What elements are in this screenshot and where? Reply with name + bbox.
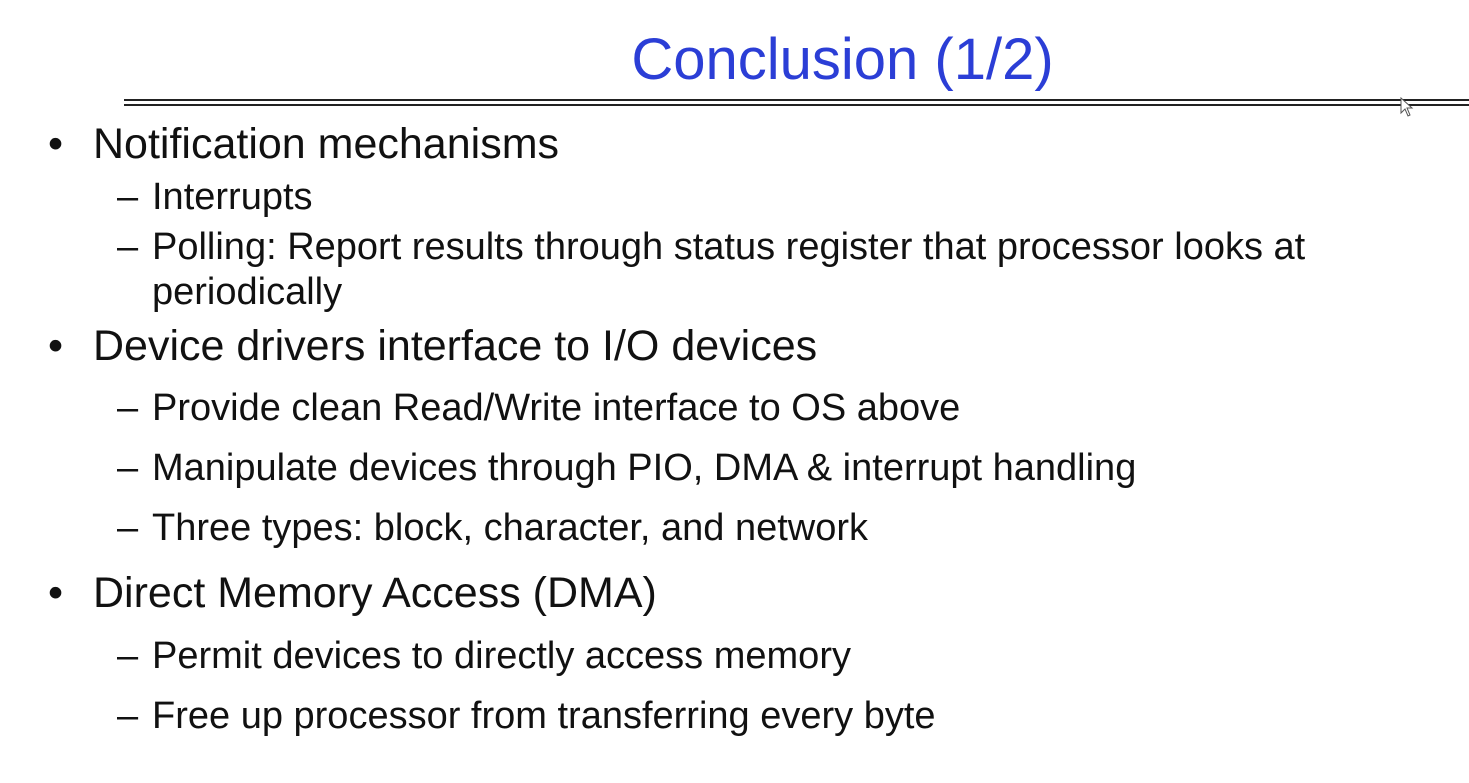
sub-bullet-text: Three types: block, character, and network	[152, 507, 869, 549]
bullet-dot-icon: •	[48, 569, 64, 617]
sub-bullet-text: Free up processor from transferring every byte	[152, 695, 936, 737]
dash-icon: –	[117, 387, 139, 429]
sub-bullet-text: Polling: Report results through status register that processor looks at periodically	[152, 226, 1306, 313]
dash-icon: –	[117, 447, 139, 489]
bullet-text: Notification mechanisms	[93, 120, 560, 168]
sub-bullet-text: Interrupts	[152, 176, 313, 218]
slide-title: Conclusion (1/2)	[631, 27, 1054, 92]
dash-icon: –	[117, 695, 139, 737]
dash-icon: –	[117, 507, 139, 549]
title-divider	[124, 99, 1469, 106]
sub-bullet-text: Permit devices to directly access memory	[152, 635, 851, 677]
sub-bullet-text: Manipulate devices through PIO, DMA & interrupt handling	[152, 447, 1137, 489]
dash-icon: –	[117, 176, 139, 218]
dash-icon: –	[117, 226, 139, 268]
bullet-dot-icon: •	[48, 120, 64, 168]
bullet-text: Device drivers interface to I/O devices	[93, 322, 818, 370]
dash-icon: –	[117, 635, 139, 677]
bullet-dot-icon: •	[48, 322, 64, 370]
bullet-text: Direct Memory Access (DMA)	[93, 569, 657, 617]
mouse-pointer-icon	[1400, 97, 1414, 117]
sub-bullet-text: Provide clean Read/Write interface to OS above	[152, 387, 961, 429]
